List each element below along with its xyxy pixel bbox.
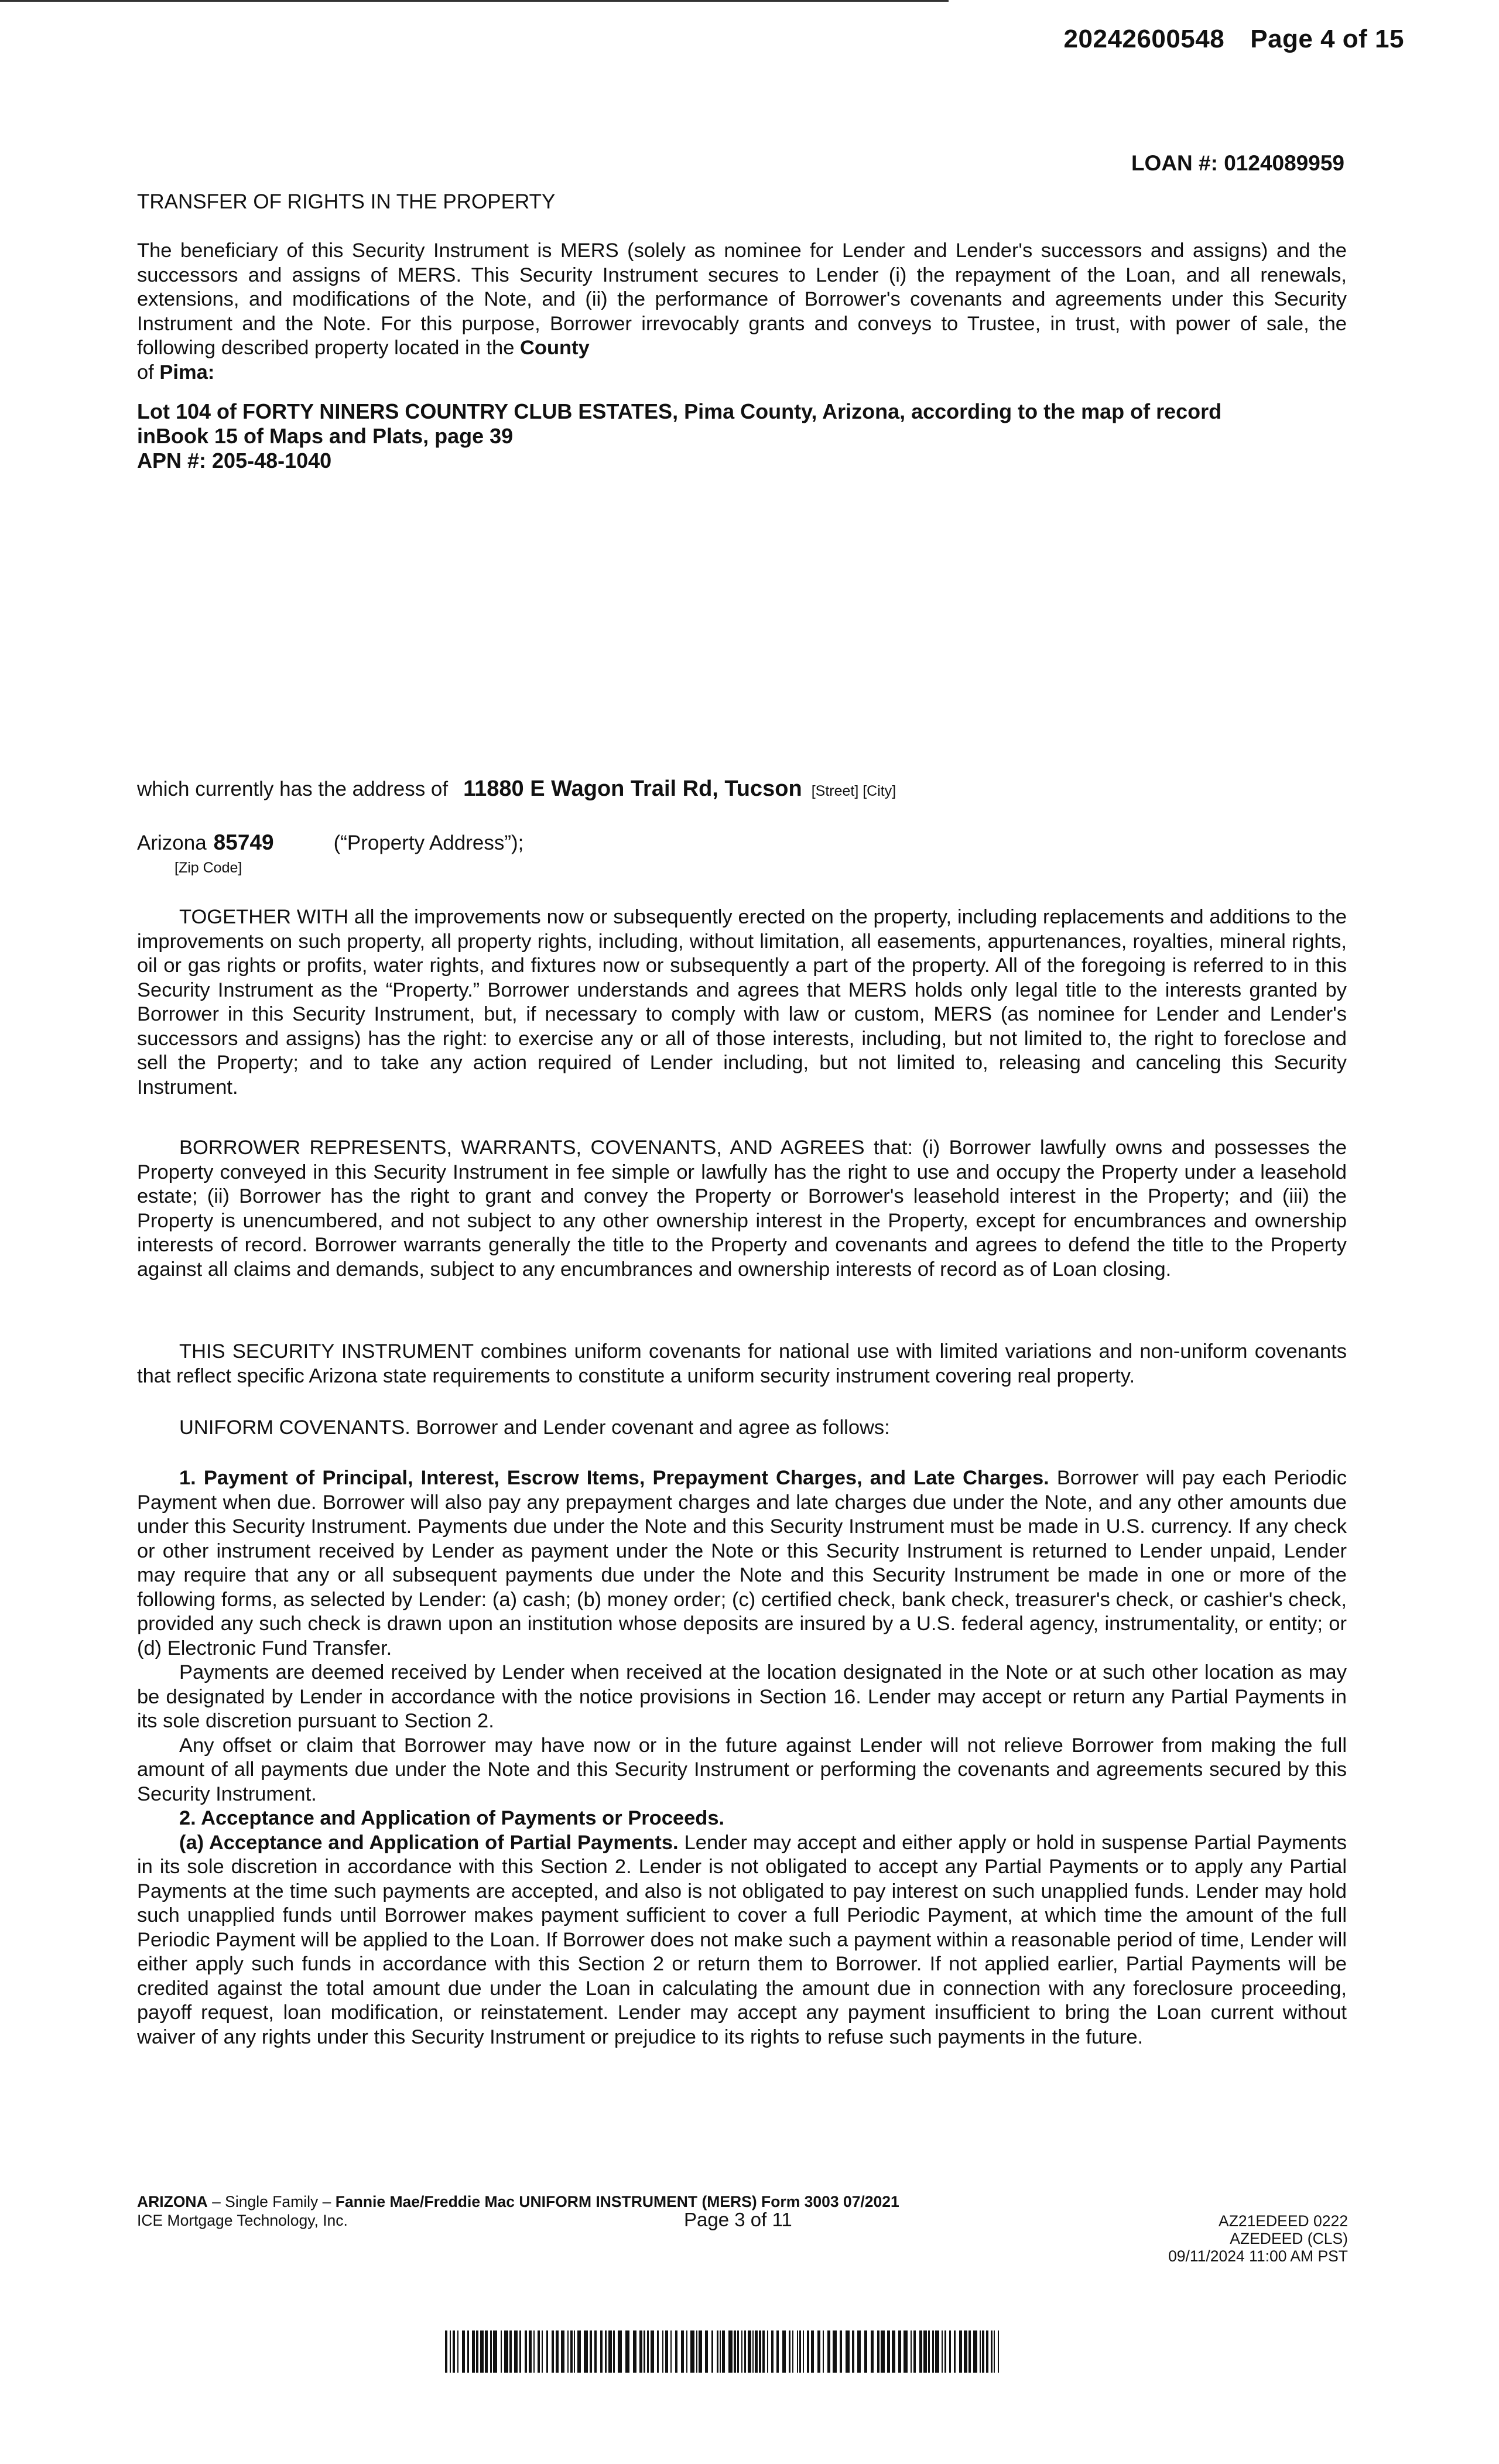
barcode-bar	[752, 2330, 754, 2373]
barcode-bar	[827, 2330, 830, 2373]
barcode-bar	[903, 2330, 908, 2373]
together-paragraph	[137, 905, 1347, 1100]
barcode-bar	[504, 2330, 508, 2373]
address-prefix: which currently has the address of	[137, 778, 449, 800]
barcode-bar	[994, 2330, 995, 2373]
barcode-bar	[720, 2330, 721, 2373]
barcode-bar	[811, 2330, 814, 2373]
barcode-bar	[954, 2330, 956, 2373]
form-type: – Single Family –	[207, 2193, 336, 2210]
barcode-bar	[755, 2330, 758, 2373]
barcode-bar	[662, 2330, 663, 2373]
state-zip-line	[137, 830, 523, 855]
barcode-bar	[799, 2330, 801, 2373]
barcode-bar	[807, 2330, 809, 2373]
barcode-bar	[797, 2330, 798, 2373]
zip-code-label: [Zip Code]	[174, 860, 242, 876]
barcode-bar	[533, 2330, 535, 2373]
barcode-bar	[982, 2330, 984, 2373]
barcode-bar	[594, 2330, 597, 2373]
section-2-heading: 2. Acceptance and Application of Payments or Proceeds.	[179, 1807, 725, 1829]
barcode-bar	[699, 2330, 702, 2373]
barcode-bar	[552, 2330, 554, 2373]
form-state: ARIZONA	[137, 2193, 208, 2210]
form-name: Fannie Mae/Freddie Mac UNIFORM INSTRUMENT	[335, 2193, 698, 2210]
barcode-bar	[935, 2330, 939, 2373]
property-address-line	[137, 776, 896, 802]
legal-line-2: inBook 15 of Maps and Plats, page 39	[137, 424, 514, 448]
barcode-bar	[647, 2330, 649, 2373]
zip-value: 85749	[213, 830, 274, 854]
barcode-bar	[644, 2330, 645, 2373]
barcode-bar	[618, 2330, 622, 2373]
barcode-bar	[493, 2330, 497, 2373]
barcode-bar	[453, 2330, 455, 2373]
barcode-bar	[651, 2330, 654, 2373]
barcode-bar	[665, 2330, 668, 2373]
legal-line-1: Lot 104 of FORTY NINERS COUNTRY CLUB ESTATES, Pima County, Arizona, according to the map of record	[137, 399, 1222, 423]
barcode-bar	[613, 2330, 615, 2373]
barcode-bar	[923, 2330, 927, 2373]
section-1-2-block	[137, 1466, 1347, 2049]
section-1-heading: 1. Payment of Principal, Interest, Escrow Items, Prepayment Charges, and Late Charges.	[179, 1467, 1049, 1489]
barcode-bar	[741, 2330, 742, 2373]
of-word: of	[137, 361, 154, 384]
barcode-bar	[570, 2330, 573, 2373]
section-1-text: Borrower will pay each Periodic Payment when due. Borrower will also pay any prepayment charges and late charges due under the Note, and any other amounts due under this Security Instrument. Payments due under the Note and this Security Instrument must be made in U.S. currency. If any check or other instrument received by Lender as payment under the Note or this Security Instrument is returned to Lender unpaid, Lender may require that any or all subsequent payments due under the Note and this Security Instrument be made in one or more of the following forms, as selected by Lender: (a) cash; (b) money order; (c) certified check, bank check, treasurer's check, or cashier's check, provided any such check is drawn upon an institution whose deposits are insured by a U.S. federal agency, instrumentality, or entity; or (d) Electronic Fund Transfer.	[137, 1467, 1347, 1659]
barcode-bar	[514, 2330, 518, 2373]
barcode-bar	[949, 2330, 951, 2373]
company-name: ICE Mortgage Technology, Inc.	[137, 2212, 348, 2229]
document-barcode	[445, 2330, 999, 2373]
barcode-bar	[919, 2330, 922, 2373]
barcode-bar	[681, 2330, 684, 2373]
barcode-bar	[840, 2330, 842, 2373]
barcode-bar	[986, 2330, 988, 2373]
barcode-bar	[748, 2330, 751, 2373]
barcode-bar	[762, 2330, 765, 2373]
state-value: Arizona	[137, 831, 207, 854]
barcode-bar	[728, 2330, 733, 2373]
barcode-bar	[744, 2330, 746, 2373]
legal-description	[137, 399, 1367, 473]
barcode-bar	[711, 2330, 713, 2373]
barcode-bar	[590, 2330, 592, 2373]
barcode-bar	[556, 2330, 559, 2373]
barcode-bar	[657, 2330, 659, 2373]
barcode-bar	[574, 2330, 575, 2373]
barcode-bar	[490, 2330, 492, 2373]
loan-number: LOAN #: 0124089959	[1131, 151, 1344, 175]
form-number: (MERS) Form 3003 07/2021	[697, 2193, 899, 2210]
recording-header	[1038, 25, 1404, 54]
this-instrument-paragraph	[137, 1340, 1347, 1388]
section-1-para-2: Payments are deemed received by Lender when received at the location designated in the Note or at such other location as may be designated by Lender in accordance with the notice provisions in Section 16. Lender may accept or return any Partial Payments in its sole discretion pursuant to Section 2.	[137, 1661, 1347, 1732]
barcode-bar	[898, 2330, 901, 2373]
barcode-bar	[968, 2330, 971, 2373]
barcode-bar	[734, 2330, 736, 2373]
barcode-bar	[877, 2330, 879, 2373]
barcode-bar	[462, 2330, 465, 2373]
barcode-bar	[501, 2330, 502, 2373]
barcode-bar	[932, 2330, 934, 2373]
barcode-bar	[457, 2330, 458, 2373]
barcode-bar	[561, 2330, 564, 2373]
barcode-bar	[519, 2330, 521, 2373]
uniform-text: UNIFORM COVENANTS. Borrower and Lender covenant and agree as follows:	[179, 1416, 890, 1439]
barcode-bar	[467, 2330, 469, 2373]
barcode-bar	[529, 2330, 532, 2373]
borrower-text: BORROWER REPRESENTS, WARRANTS, COVENANTS, AND AGREES that: (i) Borrower lawfully owns and possesses the Property conveyed in this Security Instrument in fee simple or lawfully has the right to use and occupy the Property under a leasehold estate; (ii) Borrower has the right to grant and convey the Property or Borrower's leasehold interest in the Property; and (iii) the Property is unencumbered, and not subject to any other ownership interest in the Property, except for encumbrances and ownership interests of record. Borrower warrants generally the title to the Property and covenants and agrees to defend the title to the Property against all claims and demands, subject to any encumbrances and ownership interests of record as of Loan closing.	[137, 1137, 1347, 1281]
barcode-bar	[600, 2330, 603, 2373]
barcode-bar	[892, 2330, 895, 2373]
section-title: TRANSFER OF RIGHTS IN THE PROPERTY	[137, 190, 556, 213]
barcode-bar	[538, 2330, 540, 2373]
barcode-bar	[911, 2330, 912, 2373]
barcode-bar	[639, 2330, 642, 2373]
barcode-bar	[472, 2330, 475, 2373]
barcode-bar	[789, 2330, 790, 2373]
barcode-bar	[846, 2330, 850, 2373]
barcode-bar	[980, 2330, 981, 2373]
barcode-bar	[717, 2330, 718, 2373]
barcode-bar	[852, 2330, 854, 2373]
barcode-bar	[928, 2330, 930, 2373]
barcode-bar	[998, 2330, 999, 2373]
document-number: 20242600548	[1063, 25, 1225, 53]
transfer-paragraph	[137, 239, 1347, 385]
barcode-bar	[803, 2330, 804, 2373]
barcode-bar	[675, 2330, 677, 2373]
form-code-2: AZEDEED (CLS)	[1230, 2230, 1348, 2247]
property-address-label: (“Property Address”);	[333, 831, 524, 854]
footer-codes	[1168, 2212, 1348, 2265]
barcode-bar	[670, 2330, 672, 2373]
footer-page-number: Page 3 of 11	[684, 2209, 792, 2230]
barcode-bar	[705, 2330, 708, 2373]
together-text: TOGETHER WITH all the improvements now or subsequently erected on the property, including replacements and additions to the improvements on such property, all property rights, including, without limitation, all easements, appurtenances, royalties, mineral rights, oil or gas rights or profits, water rights, and fixtures now or subsequently a part of the property. All of the foregoing is referred to in this Security Instrument as the “Property.” Borrower understands and agrees that MERS holds only legal title to the interests granted by Borrower in this Security Instrument, but, if necessary to comply with law or custom, MERS (as nominee for Lender and Lender's successors and assigns) has the right: to exercise any or all of those interests, including, but not limited to, the right to foreclose and sell the Property; and to take any action required of Lender including, but not limited to, releasing and canceling this Security Instrument.	[137, 906, 1347, 1098]
barcode-bar	[450, 2330, 451, 2373]
barcode-bar	[722, 2330, 725, 2373]
section-1-para-3: Any offset or claim that Borrower may have now or in the future against Lender will not relieve Borrower from making the full amount of all payments due under the Note and this Security Instrument or performing the covenants and agreements secured by this Security Instrument.	[137, 1734, 1347, 1805]
barcode-bar	[792, 2330, 793, 2373]
barcode-bar	[991, 2330, 993, 2373]
section-2a-text: Lender may accept and either apply or hold in suspense Partial Payments in its sole discretion in accordance with this Section 2. Lender is not obligated to accept any Partial Payments or to apply any Partial Payments at the time such payments are accepted, and also is not obligated to pay interest on such unapplied funds. Lender may hold such unapplied funds until Borrower makes payment sufficient to cover a full Periodic Payment, at which time the amount of the full Periodic Payment will be applied to the Loan. If Borrower does not make such a payment within a reasonable period of time, Lender will either apply such funds in accordance with this Section 2 or return them to Borrower. If not applied earlier, Partial Payments will be credited against the total amount due under the Loan in calculating the amount due in connection with any foreclosure proceeding, payoff request, loan modification, or reinstatement. Lender may accept any payment insufficient to bring the Loan current without waiver of any rights under this Security Instrument or prejudice to its rights to refuse such payments in the future.	[137, 1831, 1347, 2048]
barcode-bar	[696, 2330, 697, 2373]
street-city-label: [Street] [City]	[811, 783, 896, 799]
barcode-bar	[942, 2330, 943, 2373]
barcode-bar	[608, 2330, 612, 2373]
barcode-bar	[887, 2330, 890, 2373]
barcode-bar	[959, 2330, 962, 2373]
barcode-bar	[817, 2330, 820, 2373]
barcode-bar	[776, 2330, 779, 2373]
barcode-bar	[445, 2330, 447, 2373]
barcode-bar	[542, 2330, 543, 2373]
barcode-bar	[864, 2330, 867, 2373]
uniform-covenants-paragraph	[137, 1416, 1347, 1440]
barcode-bar	[964, 2330, 967, 2373]
barcode-bar	[625, 2330, 629, 2373]
barcode-bar	[737, 2330, 739, 2373]
barcode-bar	[871, 2330, 874, 2373]
barcode-bar	[584, 2330, 588, 2373]
this-text: THIS SECURITY INSTRUMENT combines uniform covenants for national use with limited variations and non-uniform covenants that reflect specific Arizona state requirements to constitute a uniform security instrument covering real property.	[137, 1340, 1347, 1387]
barcode-bar	[759, 2330, 761, 2373]
barcode-bar	[913, 2330, 916, 2373]
barcode-bar	[944, 2330, 946, 2373]
barcode-bar	[476, 2330, 478, 2373]
barcode-bar	[480, 2330, 484, 2373]
barcode-bar	[833, 2330, 837, 2373]
legal-apn: APN #: 205-48-1040	[137, 449, 332, 473]
county-word: County	[519, 337, 590, 359]
section-2a-heading: (a) Acceptance and Application of Partial Payments.	[179, 1831, 679, 1854]
top-rule	[0, 0, 949, 2]
form-code-1: AZ21EDEED 0222	[1219, 2212, 1348, 2230]
street-city-value: 11880 E Wagon Trail Rd, Tucson	[463, 776, 802, 801]
barcode-bar	[690, 2330, 694, 2373]
barcode-bar	[857, 2330, 861, 2373]
barcode-bar	[525, 2330, 527, 2373]
barcode-bar	[605, 2330, 607, 2373]
barcode-bar	[633, 2330, 636, 2373]
print-timestamp: 09/11/2024 11:00 AM PST	[1168, 2247, 1348, 2265]
barcode-bar	[782, 2330, 786, 2373]
barcode-bar	[686, 2330, 687, 2373]
barcode-bar	[485, 2330, 488, 2373]
barcode-bar	[509, 2330, 512, 2373]
barcode-bar	[577, 2330, 581, 2373]
page-of: Page 4 of 15	[1250, 25, 1404, 53]
barcode-bar	[881, 2330, 885, 2373]
county-name: Pima:	[159, 361, 215, 384]
barcode-bar	[771, 2330, 774, 2373]
barcode-bar	[767, 2330, 768, 2373]
barcode-bar	[823, 2330, 824, 2373]
barcode-bar	[546, 2330, 548, 2373]
transfer-text: The beneficiary of this Security Instrument is MERS (solely as nominee for Lender and Lender's successors and assigns) and the successors and assigns of MERS. This Security Instrument secures to Lender (i) the repayment of the Loan, and all renewals, extensions, and modifications of the Note, and (ii) the performance of Borrower's covenants and agreements under this Security Instrument and the Note. For this purpose, Borrower irrevocably grants and conveys to Trustee, in trust, with power of sale, the following described property located in the	[137, 239, 1347, 359]
barcode-bar	[973, 2330, 977, 2373]
barcode-bar	[567, 2330, 569, 2373]
borrower-paragraph	[137, 1136, 1347, 1282]
